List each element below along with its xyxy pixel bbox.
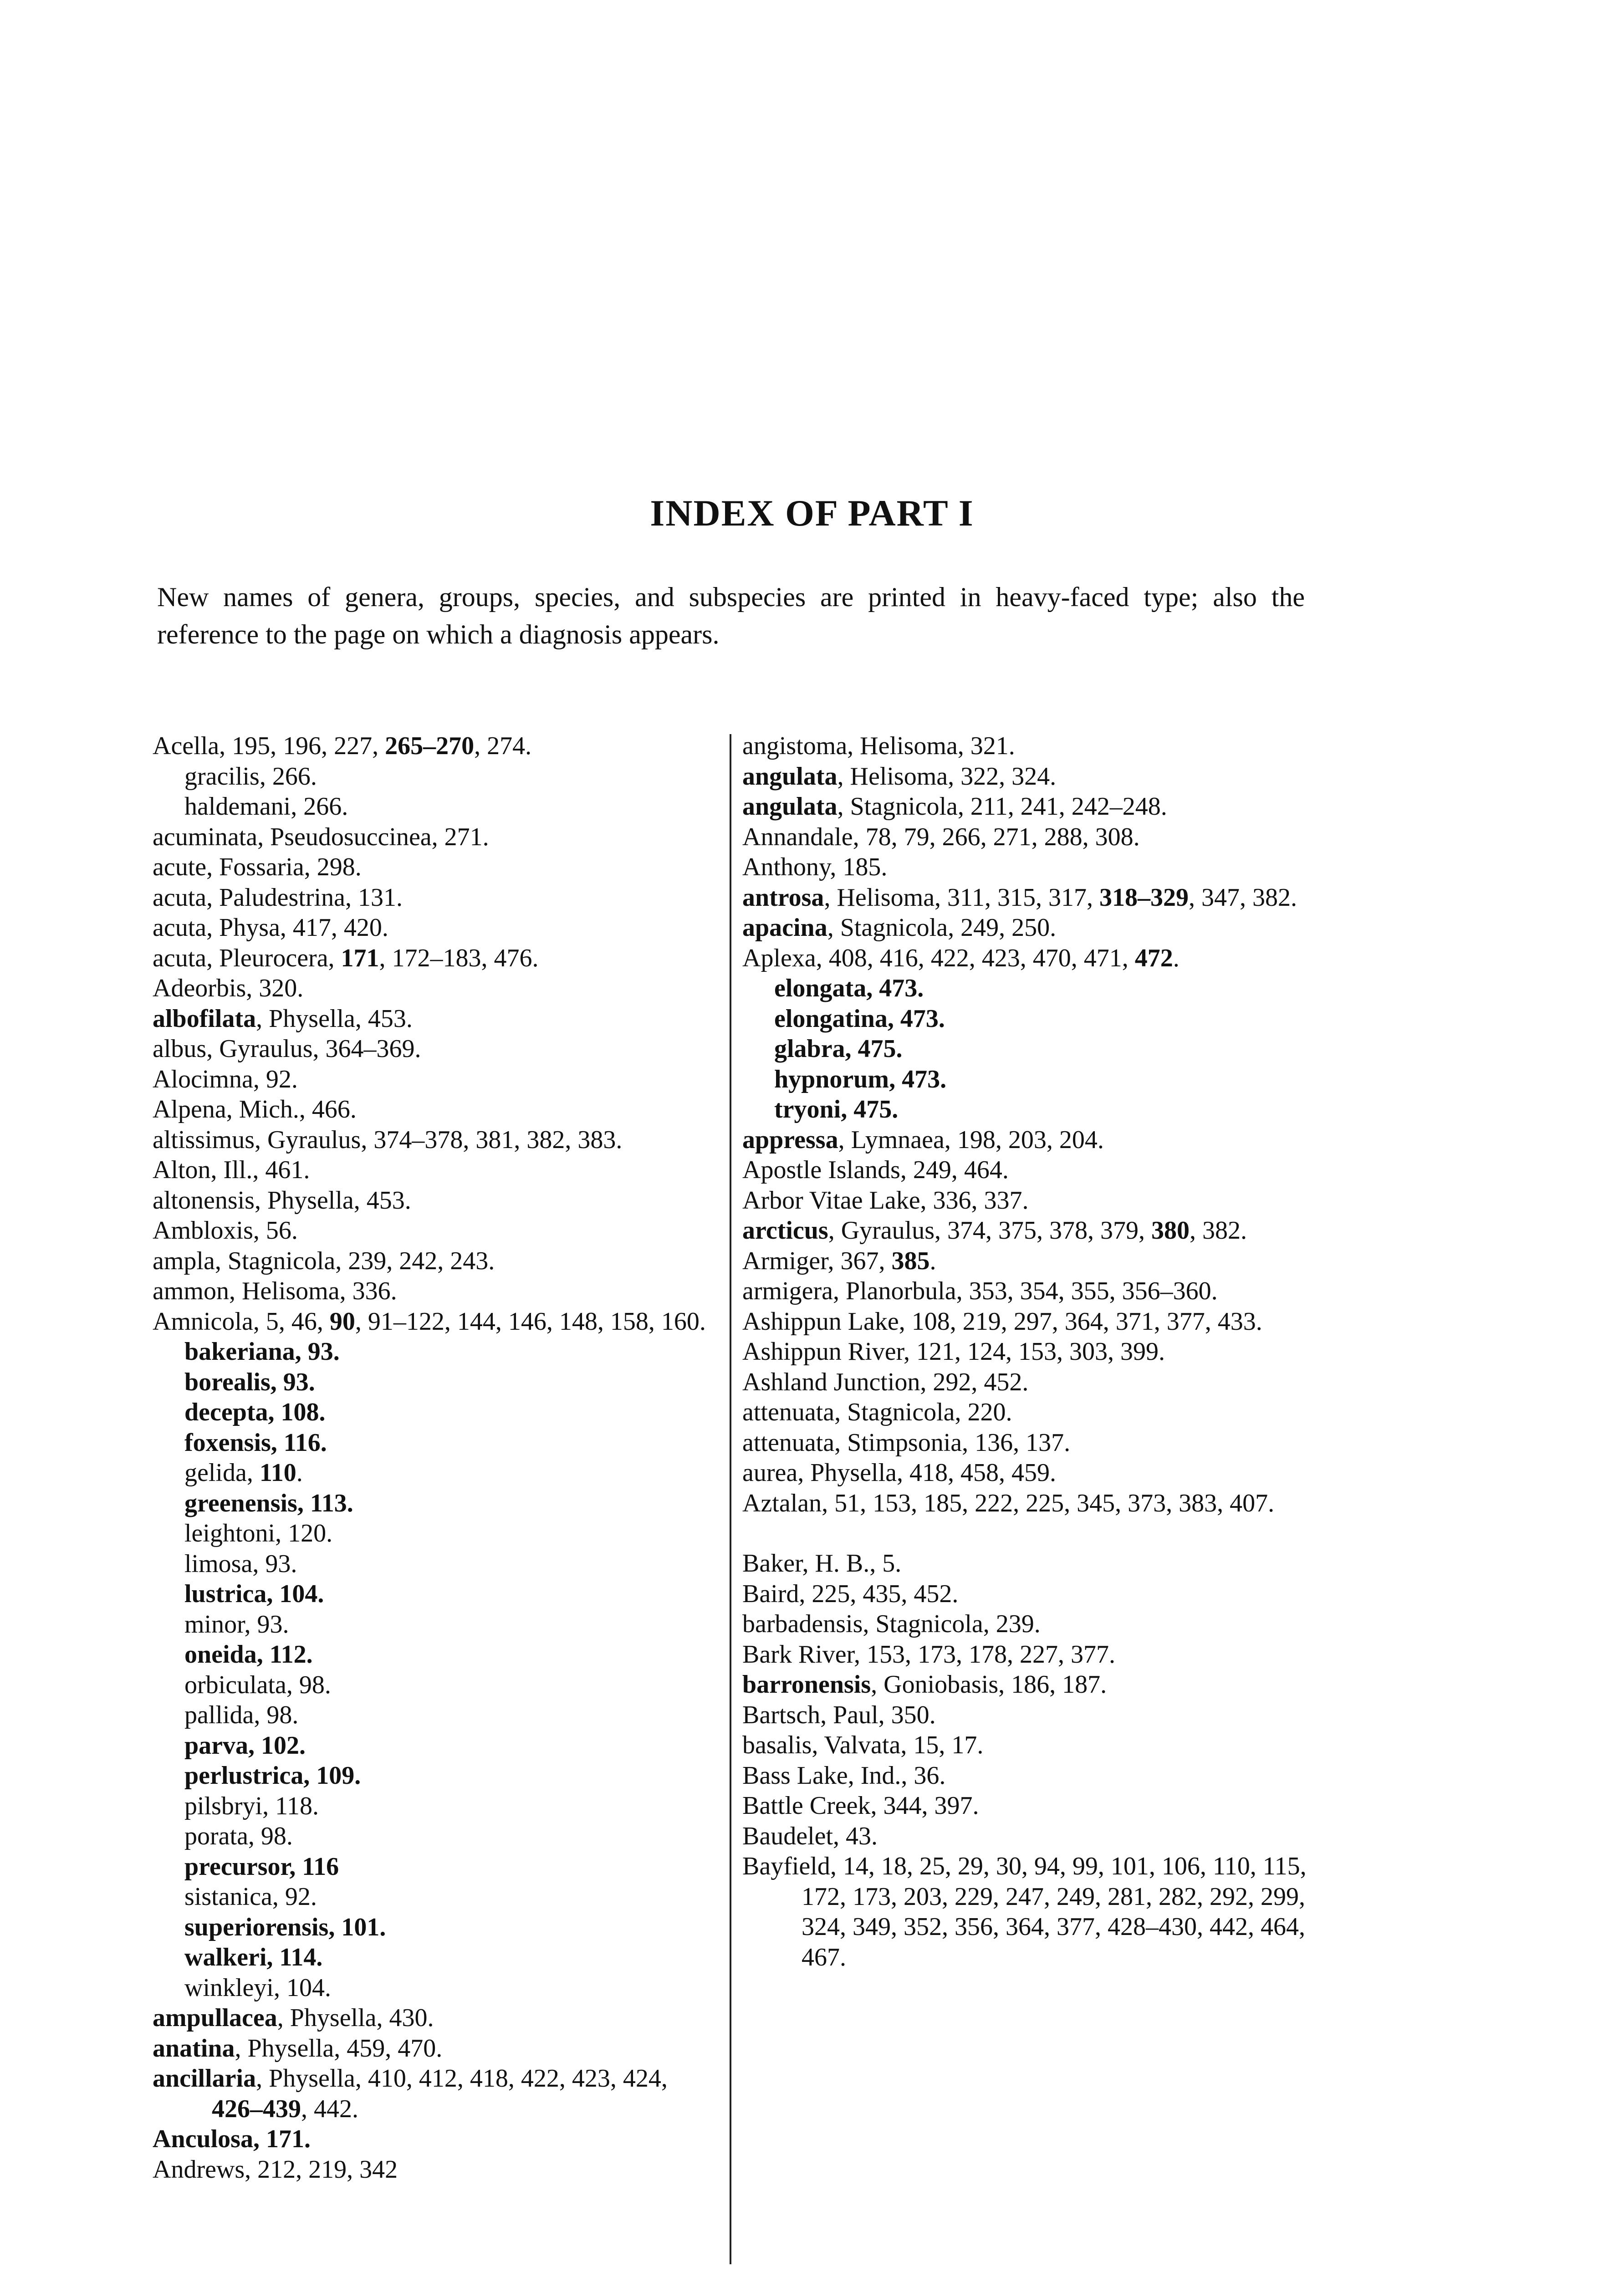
index-entry bbox=[742, 943, 1316, 974]
index-text-bold: walkeri, 114. bbox=[184, 1943, 323, 1971]
index-text-bold: superiorensis, 101. bbox=[184, 1913, 386, 1941]
index-text: attenuata, Stimpsonia, 136, 137. bbox=[742, 1428, 1071, 1457]
index-text: gelida, bbox=[184, 1459, 260, 1487]
index-entry bbox=[153, 1215, 724, 1246]
index-entry bbox=[153, 852, 724, 883]
index-text: Ashippun River, 121, 124, 153, 303, 399. bbox=[742, 1338, 1165, 1366]
index-text-bold: foxensis, 116. bbox=[184, 1428, 327, 1457]
index-text: , Physella, 453. bbox=[256, 1004, 413, 1033]
index-text-bold: decepta, 108. bbox=[184, 1398, 326, 1426]
index-entry bbox=[742, 1307, 1316, 1337]
index-entry bbox=[153, 2063, 724, 2124]
index-text: orbiculata, 98. bbox=[184, 1670, 331, 1699]
index-subentry bbox=[153, 1761, 724, 1791]
index-text: , 442. bbox=[301, 2094, 358, 2123]
index-text: pilsbryi, 118. bbox=[184, 1792, 319, 1820]
index-entry bbox=[742, 1125, 1316, 1155]
index-subentry bbox=[153, 1458, 724, 1488]
index-text: Alpena, Mich., 466. bbox=[153, 1095, 357, 1123]
index-text: acuta, Physa, 417, 420. bbox=[153, 914, 388, 942]
index-text: altissimus, Gyraulus, 374–378, 381, 382, 383. bbox=[153, 1125, 623, 1154]
index-text: armigera, Planorbula, 353, 354, 355, 356–360. bbox=[742, 1277, 1218, 1305]
index-subentry bbox=[153, 1882, 724, 1912]
index-entry bbox=[742, 883, 1316, 913]
index-subentry bbox=[742, 1034, 1316, 1064]
index-text: Alton, Ill., 461. bbox=[153, 1156, 310, 1184]
index-text: Baudelet, 43. bbox=[742, 1822, 878, 1850]
index-entry bbox=[742, 1851, 1316, 1972]
index-text: aurea, Physella, 418, 458, 459. bbox=[742, 1459, 1056, 1487]
index-subentry bbox=[153, 1821, 724, 1852]
index-text: , Physella, 430. bbox=[277, 2004, 434, 2032]
index-text-bold: ancillaria bbox=[153, 2064, 256, 2093]
index-entry bbox=[153, 1004, 724, 1034]
index-text-bold: 110 bbox=[259, 1459, 296, 1487]
index-text-bold: 171 bbox=[341, 944, 379, 972]
index-entry bbox=[742, 1609, 1316, 1639]
index-entry bbox=[742, 1276, 1316, 1307]
index-text: acuta, Paludestrina, 131. bbox=[153, 883, 403, 912]
index-text: , 274. bbox=[474, 732, 532, 760]
index-subentry bbox=[153, 1670, 724, 1700]
index-text-bold: arcticus bbox=[742, 1216, 828, 1245]
index-entry bbox=[153, 1185, 724, 1216]
index-text-bold: Anculosa, 171. bbox=[153, 2125, 311, 2153]
index-text: , Stagnicola, 211, 241, 242–248. bbox=[837, 792, 1167, 821]
index-text: Annandale, 78, 79, 266, 271, 288, 308. bbox=[742, 822, 1140, 851]
index-text: , Physella, 459, 470. bbox=[235, 2034, 443, 2063]
index-text: haldemani, 266. bbox=[184, 792, 348, 821]
index-text-bold: 380 bbox=[1151, 1216, 1190, 1245]
index-subentry bbox=[742, 1004, 1316, 1034]
index-text: Aplexa, 408, 416, 422, 423, 470, 471, bbox=[742, 944, 1135, 972]
index-text: altonensis, Physella, 453. bbox=[153, 1186, 411, 1215]
index-text: . bbox=[296, 1459, 303, 1487]
index-text: Anthony, 185. bbox=[742, 853, 888, 881]
index-text: , Goniobasis, 186, 187. bbox=[871, 1670, 1107, 1699]
index-text: , Helisoma, 322, 324. bbox=[837, 762, 1057, 791]
index-subentry bbox=[153, 1549, 724, 1579]
index-subentry bbox=[153, 1337, 724, 1367]
index-text-bold: precursor, 116 bbox=[184, 1852, 339, 1881]
index-subentry bbox=[742, 1094, 1316, 1125]
index-entry bbox=[153, 1276, 724, 1307]
index-subentry bbox=[153, 1367, 724, 1398]
index-entry bbox=[742, 1761, 1316, 1791]
index-text-bold: albofilata bbox=[153, 1004, 256, 1033]
index-entry bbox=[742, 1185, 1316, 1216]
index-text-bold: elongatina, 473. bbox=[774, 1004, 945, 1033]
index-text-bold: bakeriana, 93. bbox=[184, 1338, 340, 1366]
index-text: , Physella, 410, 412, 418, 422, 423, 424, bbox=[256, 2064, 668, 2093]
index-text-bold: 426–439 bbox=[212, 2094, 301, 2123]
index-text-bold: lustrica, 104. bbox=[184, 1580, 324, 1608]
index-text: acuminata, Pseudosuccinea, 271. bbox=[153, 822, 489, 851]
index-entry bbox=[742, 1246, 1316, 1276]
index-entry bbox=[153, 1307, 724, 1337]
index-text: gracilis, 266. bbox=[184, 762, 317, 791]
index-entry bbox=[153, 913, 724, 943]
index-entry bbox=[742, 1367, 1316, 1398]
index-text: , 172–183, 476. bbox=[379, 944, 539, 972]
index-text: limosa, 93. bbox=[184, 1549, 297, 1578]
index-text: Apostle Islands, 249, 464. bbox=[742, 1156, 1009, 1184]
index-subentry bbox=[153, 1973, 724, 2003]
index-text: porata, 98. bbox=[184, 1822, 293, 1850]
index-text: . bbox=[1173, 944, 1180, 972]
index-text: winkleyi, 104. bbox=[184, 1973, 331, 2002]
index-entry bbox=[153, 731, 724, 761]
index-subentry bbox=[153, 1912, 724, 1943]
index-column-right bbox=[742, 731, 1316, 1972]
index-entry bbox=[153, 2033, 724, 2064]
index-text: , Helisoma, 311, 315, 317, bbox=[824, 883, 1099, 912]
index-text-bold: angulata bbox=[742, 762, 838, 791]
index-entry bbox=[742, 1488, 1316, 1519]
index-entry bbox=[153, 822, 724, 853]
index-text: Bark River, 153, 173, 178, 227, 377. bbox=[742, 1640, 1116, 1669]
index-text: Bass Lake, Ind., 36. bbox=[742, 1761, 946, 1790]
index-entry bbox=[153, 883, 724, 913]
index-entry bbox=[742, 1700, 1316, 1731]
index-entry bbox=[742, 1458, 1316, 1488]
index-subentry bbox=[153, 1942, 724, 1973]
index-entry bbox=[742, 822, 1316, 853]
index-entry bbox=[742, 731, 1316, 761]
index-text: Acella, 195, 196, 227, bbox=[153, 732, 385, 760]
index-text: Adeorbis, 320. bbox=[153, 974, 304, 1002]
index-entry bbox=[153, 2154, 724, 2185]
index-entry bbox=[742, 1730, 1316, 1761]
index-entry bbox=[742, 1791, 1316, 1821]
index-text: Baker, H. B., 5. bbox=[742, 1549, 902, 1578]
index-text: , 382. bbox=[1190, 1216, 1247, 1245]
index-text: Battle Creek, 344, 397. bbox=[742, 1792, 979, 1820]
index-text-bold: parva, 102. bbox=[184, 1731, 306, 1760]
index-subentry bbox=[153, 1731, 724, 1761]
index-text: pallida, 98. bbox=[184, 1701, 299, 1729]
index-text-bold: 472 bbox=[1134, 944, 1173, 972]
index-text-bold: elongata, 473. bbox=[774, 974, 924, 1002]
index-entry bbox=[742, 1397, 1316, 1428]
index-entry bbox=[742, 1579, 1316, 1609]
index-entry bbox=[742, 852, 1316, 883]
index-entry bbox=[742, 1639, 1316, 1670]
index-subentry bbox=[153, 1488, 724, 1519]
index-text-bold: perlustrica, 109. bbox=[184, 1761, 361, 1790]
index-subentry bbox=[153, 1518, 724, 1549]
index-text-bold: 385 bbox=[891, 1246, 930, 1275]
index-text: barbadensis, Stagnicola, 239. bbox=[742, 1610, 1041, 1638]
index-entry bbox=[742, 1821, 1316, 1852]
index-text-bold: barronensis bbox=[742, 1670, 871, 1699]
index-text: Amnicola, 5, 46, bbox=[153, 1307, 330, 1336]
index-subentry bbox=[153, 1700, 724, 1731]
index-entry bbox=[742, 1215, 1316, 1246]
index-entry bbox=[153, 1064, 724, 1095]
index-entry bbox=[153, 943, 724, 974]
index-entry bbox=[742, 1155, 1316, 1185]
index-text: sistanica, 92. bbox=[184, 1883, 317, 1911]
index-text: , 91–122, 144, 146, 148, 158, 160. bbox=[355, 1307, 706, 1336]
index-text: basalis, Valvata, 15, 17. bbox=[742, 1731, 984, 1759]
index-text-bold: apacina bbox=[742, 914, 827, 942]
index-entry bbox=[742, 761, 1316, 792]
index-text: Ashippun Lake, 108, 219, 297, 364, 371, 377, 433. bbox=[742, 1307, 1262, 1336]
index-text-bold: 318–329 bbox=[1099, 883, 1189, 912]
index-text: Bartsch, Paul, 350. bbox=[742, 1700, 936, 1729]
index-text-bold: oneida, 112. bbox=[184, 1640, 313, 1669]
index-text: Ashland Junction, 292, 452. bbox=[742, 1368, 1029, 1396]
index-text-bold: greenensis, 113. bbox=[184, 1489, 353, 1517]
index-entry bbox=[153, 1246, 724, 1276]
index-text: ammon, Helisoma, 336. bbox=[153, 1277, 397, 1305]
index-entry bbox=[742, 913, 1316, 943]
index-text: . bbox=[929, 1246, 936, 1275]
index-text: angistoma, Helisoma, 321. bbox=[742, 732, 1015, 760]
index-text: , Lymnaea, 198, 203, 204. bbox=[838, 1125, 1104, 1154]
page-title: INDEX OF PART I bbox=[650, 492, 974, 534]
column-divider bbox=[730, 734, 731, 2264]
index-entry bbox=[742, 1669, 1316, 1700]
index-text: , 347, 382. bbox=[1188, 883, 1297, 912]
index-entry bbox=[153, 1125, 724, 1155]
index-subentry bbox=[153, 1609, 724, 1640]
index-subentry bbox=[742, 1064, 1316, 1095]
index-entry bbox=[742, 1337, 1316, 1367]
index-text-bold: anatina bbox=[153, 2034, 235, 2063]
index-text-bold: 265–270 bbox=[385, 732, 475, 760]
index-subentry bbox=[153, 761, 724, 792]
index-entry bbox=[153, 1094, 724, 1125]
index-entry bbox=[742, 1548, 1316, 1579]
index-entry bbox=[742, 1428, 1316, 1458]
index-entry bbox=[153, 1034, 724, 1064]
index-subentry bbox=[153, 1428, 724, 1458]
index-text-bold: ampullacea bbox=[153, 2004, 277, 2032]
index-text: Alocimna, 92. bbox=[153, 1065, 298, 1093]
index-subentry bbox=[153, 1397, 724, 1428]
index-text-bold: appressa bbox=[742, 1125, 838, 1154]
index-text: leightoni, 120. bbox=[184, 1519, 333, 1547]
intro-paragraph: New names of genera, groups, species, and subspecies are printed in heavy-faced type; also the reference to the page on which a diagnosis appears. bbox=[157, 582, 1305, 649]
index-text: Baird, 225, 435, 452. bbox=[742, 1579, 959, 1608]
index-subentry bbox=[153, 791, 724, 822]
index-text: acuta, Pleurocera, bbox=[153, 944, 341, 972]
index-text-bold: glabra, 475. bbox=[774, 1035, 903, 1063]
index-text: minor, 93. bbox=[184, 1610, 289, 1639]
index-text: albus, Gyraulus, 364–369. bbox=[153, 1035, 421, 1063]
index-text: Arbor Vitae Lake, 336, 337. bbox=[742, 1186, 1029, 1215]
index-text-bold: 90 bbox=[329, 1307, 355, 1336]
index-text: Ambloxis, 56. bbox=[153, 1216, 298, 1245]
index-text: , Stagnicola, 249, 250. bbox=[827, 914, 1057, 942]
index-text: attenuata, Stagnicola, 220. bbox=[742, 1398, 1012, 1426]
index-text-bold: borealis, 93. bbox=[184, 1368, 315, 1396]
index-subentry bbox=[153, 1639, 724, 1670]
index-entry bbox=[153, 1155, 724, 1185]
index-subentry bbox=[153, 1579, 724, 1609]
index-subentry bbox=[153, 1791, 724, 1822]
index-text: acute, Fossaria, 298. bbox=[153, 853, 362, 881]
index-entry bbox=[742, 791, 1316, 822]
index-text: ampla, Stagnicola, 239, 242, 243. bbox=[153, 1246, 495, 1275]
index-text: , Gyraulus, 374, 375, 378, 379, bbox=[828, 1216, 1151, 1245]
index-subentry bbox=[153, 1852, 724, 1882]
index-entry bbox=[153, 973, 724, 1004]
index-subentry bbox=[742, 973, 1316, 1004]
index-entry bbox=[153, 2003, 724, 2033]
index-text: Bayfield, 14, 18, 25, 29, 30, 94, 99, 101, 106, 110, 115, 172, 173, 203, 229, 247, 249, 281, 282, 292, 299, 324, 349, 352, 356, 364, 377, 428–430, 442, 464, 467. bbox=[742, 1852, 1307, 1971]
index-text-bold: hypnorum, 473. bbox=[774, 1065, 947, 1093]
index-text: Andrews, 212, 219, 342 bbox=[153, 2155, 398, 2184]
index-entry bbox=[153, 2124, 724, 2154]
index-text-bold: antrosa bbox=[742, 883, 824, 912]
index-text-bold: tryoni, 475. bbox=[774, 1095, 899, 1123]
index-text: Aztalan, 51, 153, 185, 222, 225, 345, 373, 383, 407. bbox=[742, 1489, 1275, 1517]
index-text: Armiger, 367, bbox=[742, 1246, 892, 1275]
index-text-bold: angulata bbox=[742, 792, 838, 821]
index-column-left bbox=[153, 731, 724, 2185]
